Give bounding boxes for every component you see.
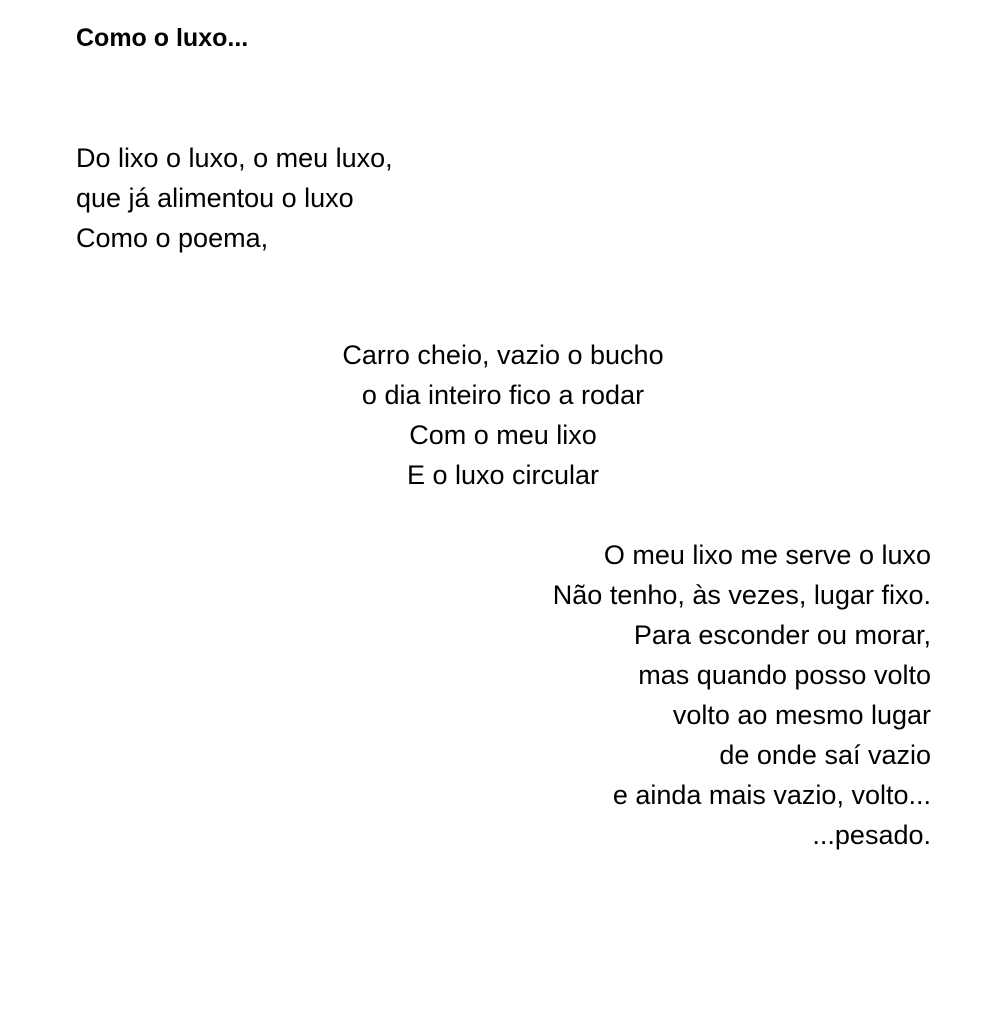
poem-line: Do lixo o luxo, o meu luxo,	[76, 143, 393, 173]
poem-line: O meu lixo me serve o luxo	[603, 540, 931, 570]
poem-line: Com o meu lixo	[409, 420, 597, 450]
poem-line: E o luxo circular	[406, 460, 600, 490]
poem-line: Não tenho, às vezes, lugar fixo.	[552, 580, 931, 610]
poem-line: e ainda mais vazio, volto...	[612, 780, 931, 810]
poem-title: Como o luxo...	[76, 24, 249, 52]
poem-line: Para esconder ou morar,	[633, 620, 931, 650]
stanza-2	[253, 335, 753, 495]
poem-line: Carro cheio, vazio o bucho	[342, 340, 664, 370]
poem-line: o dia inteiro fico a rodar	[361, 380, 645, 410]
poem-line: ...pesado.	[812, 820, 931, 850]
poem-line: de onde saí vazio	[719, 740, 931, 770]
poem-line: mas quando posso volto	[638, 660, 931, 690]
poem-line: que já alimentou o luxo	[76, 183, 354, 213]
stanza-1	[76, 138, 393, 258]
stanza-3	[553, 535, 931, 855]
poem-line: volto ao mesmo lugar	[672, 700, 931, 730]
poem-line: Como o poema,	[76, 223, 269, 253]
